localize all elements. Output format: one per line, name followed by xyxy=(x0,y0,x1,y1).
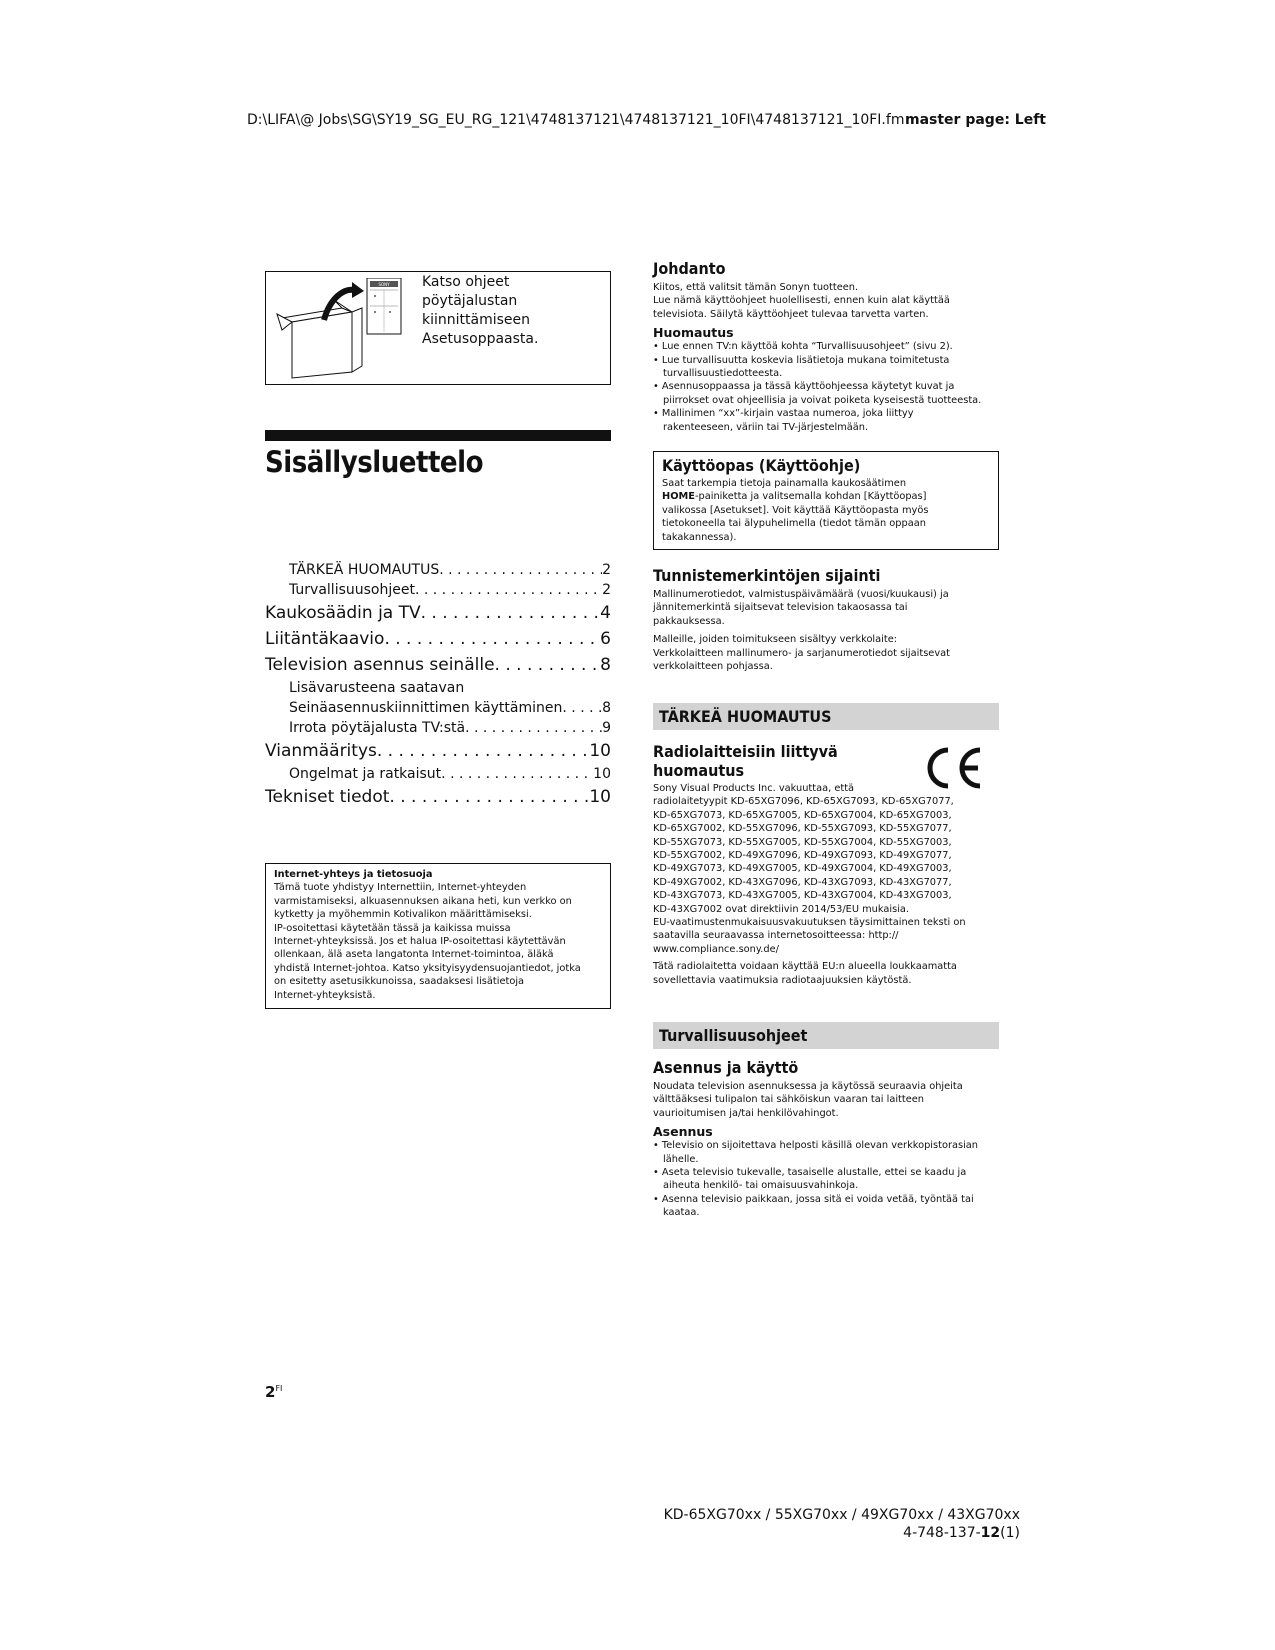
bullet-line: Mallinimen “xx”-kirjain vastaa numeroa, joka liittyy xyxy=(661,408,914,420)
page-number xyxy=(265,1383,282,1401)
toc-entry-label: Liitäntäkaavio xyxy=(265,629,385,649)
internet-box-line: ollenkaan, älä aseta langatonta Internet-toimintoa, äläkä xyxy=(274,949,554,961)
bullet-line: kaataa. xyxy=(663,1207,700,1219)
radio-notice-section xyxy=(653,742,999,987)
toc-title: Sisällysluettelo xyxy=(265,445,483,479)
safety-bullet xyxy=(653,1166,999,1193)
internet-box-line: Internet-yhteyksistä. xyxy=(274,989,376,1001)
internet-box-line: on esitetty asetusikkunoissa, saadaksesi lisätietoja xyxy=(274,976,525,988)
radio-notice-line: Tätä radiolaitetta voidaan käyttää EU:n alueella loukkaamatta xyxy=(653,961,957,973)
toc-entry-page: 4 xyxy=(600,603,611,623)
help-guide-line-rest: -painiketta ja valitsemalla kohdan [Käyttöopas] xyxy=(694,491,927,503)
toc-entry-label: Seinäasennuskiinnittimen käyttäminen xyxy=(289,700,563,716)
radio-notice-title: huomautus xyxy=(653,761,745,780)
safety-bullet xyxy=(653,1193,999,1220)
bullet-line: Lue ennen TV:n käyttöä kohta “Turvallisuusohjeet” (sivu 2). xyxy=(661,341,953,353)
toc-entry-label: TÄRKEÄ HUOMAUTUS xyxy=(289,562,440,578)
toc-leader-dots xyxy=(389,784,589,810)
toc-entry-page: 8 xyxy=(600,655,611,675)
toc-entry-label: Tekniset tiedot xyxy=(265,787,390,807)
bullet-line: lähelle. xyxy=(663,1153,699,1165)
document-code-bold: 12 xyxy=(980,1525,1001,1541)
toc-entry-label: Television asennus seinälle xyxy=(265,655,495,675)
label-location-line: Malleille, joiden toimitukseen sisältyy verkkolaite: xyxy=(653,634,898,646)
internet-box-line: Tämä tuote yhdistyy Internettiin, Internet-yhteyden xyxy=(274,882,527,894)
radio-notice-line: KD-43XG7002 ovat direktiivin 2014/53/EU mukaisia. xyxy=(653,903,910,915)
toc-entry[interactable] xyxy=(265,764,611,784)
radio-notice-line: Sony Visual Products Inc. vakuuttaa, että xyxy=(653,783,855,794)
intro-line: Kiitos, että valitsit tämän Sonyn tuotteen. xyxy=(653,282,859,293)
compliance-url[interactable]: www.compliance.sony.de/ xyxy=(653,943,779,955)
stand-note-line: Asetusoppaasta. xyxy=(422,331,539,347)
note-title: Huomautus xyxy=(653,325,734,341)
label-location-line: verkkolaitteen pohjassa. xyxy=(653,661,773,673)
internet-box-line: IP-osoitettasi käytetään tässä ja kaikissa muissa xyxy=(274,922,511,934)
intro-section xyxy=(653,259,999,434)
radio-notice-line: radiolaitetyypit KD-65XG7096, KD-65XG7093, KD-65XG7077, xyxy=(653,796,954,808)
toc-entry-page: 2 xyxy=(602,582,611,598)
home-button-label: HOME xyxy=(662,491,695,503)
label-location-line: jännitemerkintä sijaitsevat television takaosassa tai xyxy=(653,602,908,614)
ce-mark-text: CE xyxy=(924,744,926,745)
sony-logo: SONY xyxy=(378,282,390,287)
document-code xyxy=(664,1524,1020,1542)
bullet-line: Televisio on sijoitettava helposti käsillä olevan verkkopistorasian xyxy=(661,1140,979,1152)
internet-box-line: varmistamiseksi, alkuasennuksen aikana heti, kun verkko on xyxy=(274,895,572,907)
toc-entry-page: 6 xyxy=(600,629,611,649)
help-guide-line: Saat tarkempia tietoja painamalla kaukosäätimen xyxy=(662,478,907,489)
bullet-line: Asenna televisio paikkaan, jossa sitä ei voida vetää, työntää tai xyxy=(661,1193,974,1205)
bullet-line: aiheuta henkilö- tai omaisuusvahinkoja. xyxy=(663,1180,859,1192)
toc-entry[interactable] xyxy=(265,698,611,718)
document-code-prefix: 4-748-137- xyxy=(903,1525,981,1541)
toc-entry[interactable] xyxy=(265,580,611,600)
toc-entry[interactable] xyxy=(265,784,611,810)
internet-box-line: kytketty ja myöhemmin Kotivalikon määrittämiseksi. xyxy=(274,909,532,921)
stand-note-line: kiinnittämiseen xyxy=(422,312,531,328)
label-location-title: Tunnistemerkintöjen sijainti xyxy=(653,566,881,585)
model-list: KD-65XG70xx / 55XG70xx / 49XG70xx / 43XG70xx xyxy=(663,1507,1020,1523)
radio-notice-line: sovellettavia vaatimuksia radiotaajuuksien käytöstä. xyxy=(653,974,912,986)
toc-leader-dots xyxy=(495,652,601,678)
toc-entry-page: 8 xyxy=(602,700,611,716)
help-guide-line: tietokoneella tai älypuhelimella (tiedot tämän oppaan xyxy=(662,518,926,530)
help-guide-line: valikossa [Asetukset]. Voit käyttää Käyttöopasta myös xyxy=(662,504,929,516)
page-number-value: 2 xyxy=(265,1383,276,1401)
internet-box-line: Internet-yhteyksissä. Jos et halua IP-osoitettasi käytettävän xyxy=(274,936,566,948)
note-bullet xyxy=(653,340,999,353)
toc-entry-page: 10 xyxy=(589,787,611,807)
safety-bar: Turvallisuusohjeet xyxy=(653,1022,999,1049)
toc-entry-label: Vianmääritys xyxy=(265,741,377,761)
help-guide-line xyxy=(662,490,990,503)
internet-box-title: Internet-yhteys ja tietosuoja xyxy=(274,869,433,880)
toc-leader-dots xyxy=(377,738,589,764)
installation-subtitle: Asennus xyxy=(653,1124,713,1140)
toc-leader-dots xyxy=(421,600,601,626)
toc-entry[interactable] xyxy=(265,718,611,738)
toc-leader-dots xyxy=(562,698,602,718)
toc-entry[interactable] xyxy=(265,626,611,652)
bullet-line: Asennusoppaassa ja tässä käyttöohjeessa käytetyt kuvat ja xyxy=(661,381,955,393)
toc-entry-page: 9 xyxy=(602,720,611,736)
radio-notice-line: KD-43XG7073, KD-43XG7005, KD-43XG7004, KD-43XG7003, xyxy=(653,890,952,902)
radio-notice-line: KD-65XG7002, KD-55XG7096, KD-55XG7093, KD-55XG7077, xyxy=(653,823,952,835)
help-guide-title: Käyttöopas (Käyttöohje) xyxy=(662,456,861,475)
page-number-lang: FI xyxy=(275,1384,283,1393)
safety-line: vaurioitumisen ja/tai henkilövahingot. xyxy=(653,1107,839,1119)
stand-note-text xyxy=(422,273,607,349)
safety-bullet xyxy=(653,1139,999,1166)
toc-leader-dots xyxy=(439,560,602,580)
toc-entry-label: Turvallisuusohjeet xyxy=(289,582,415,598)
bullet-line: Aseta televisio tukevalle, tasaiselle alustalle, ettei se kaadu ja xyxy=(661,1167,967,1179)
label-location-line: Verkkolaitteen mallinumero- ja sarjanumerotiedot sijaitsevat xyxy=(653,647,950,659)
note-bullet xyxy=(653,354,999,381)
radio-notice-title: Radiolaitteisiin liittyvä xyxy=(653,742,838,761)
label-location-section xyxy=(653,566,999,673)
toc-leader-dots xyxy=(465,718,602,738)
toc-entry[interactable] xyxy=(265,738,611,764)
toc-divider-bar xyxy=(265,430,611,441)
toc-leader-dots xyxy=(384,626,600,652)
toc-entry-page: 10 xyxy=(589,741,611,761)
radio-notice-line: saatavilla seuraavassa internetosoitteessa: http:// xyxy=(653,930,899,942)
label-location-line: Mallinumerotiedot, valmistuspäivämäärä (vuosi/kuukausi) ja xyxy=(653,589,949,600)
stand-note-line: Katso ohjeet pöytäjalustan xyxy=(422,274,518,309)
tv-box-illustration xyxy=(272,278,422,380)
toc-entry[interactable] xyxy=(265,560,611,580)
toc-entry-label: Kaukosäädin ja TV xyxy=(265,603,421,623)
label-location-line: pakkauksessa. xyxy=(653,615,725,627)
bullet-line: Lue turvallisuutta koskevia lisätietoja mukana toimitetusta xyxy=(661,354,950,366)
safety-section xyxy=(653,1058,999,1220)
safety-line: välttääksesi tulipalon tai sähköiskun vaaran tai laitteen xyxy=(653,1094,924,1106)
note-bullet xyxy=(653,407,999,434)
toc-leader-dots xyxy=(441,764,593,784)
radio-notice-line: KD-55XG7073, KD-55XG7005, KD-55XG7004, KD-55XG7003, xyxy=(653,836,952,848)
bullet-line: turvallisuustiedotteesta. xyxy=(663,368,783,380)
radio-notice-line: EU-vaatimustenmukaisuusvakuutuksen täysimittainen teksti on xyxy=(653,917,966,929)
installation-use-title: Asennus ja käyttö xyxy=(653,1058,799,1077)
toc-leader-dots xyxy=(415,580,602,600)
safety-line: Noudata television asennuksessa ja käytössä seuraavia ohjeita xyxy=(653,1081,963,1092)
toc-entry[interactable] xyxy=(265,652,611,678)
radio-notice-line: KD-49XG7073, KD-49XG7005, KD-49XG7004, KD-49XG7003, xyxy=(653,863,952,875)
note-bullet xyxy=(653,380,999,407)
radio-notice-line: KD-55XG7002, KD-49XG7096, KD-49XG7093, KD-49XG7077, xyxy=(653,850,952,862)
radio-notice-line: KD-65XG7073, KD-65XG7005, KD-65XG7004, KD-65XG7003, xyxy=(653,809,952,821)
document-footer xyxy=(664,1506,1020,1542)
intro-line: Lue nämä käyttöohjeet huolellisesti, ennen kuin alat käyttää xyxy=(653,295,950,307)
intro-line: televisiota. Säilytä käyttöohjeet tulevaa tarvetta varten. xyxy=(653,308,929,320)
table-of-contents xyxy=(265,560,611,810)
toc-entry-page: 10 xyxy=(593,766,611,782)
intro-title: Johdanto xyxy=(653,259,726,278)
master-page-label: master page: Left xyxy=(905,112,1046,128)
toc-entry[interactable] xyxy=(265,600,611,626)
toc-entry-label: Ongelmat ja ratkaisut xyxy=(289,766,442,782)
help-guide-box xyxy=(653,451,999,550)
toc-entry-page: 2 xyxy=(602,562,611,578)
document-code-suffix: (1) xyxy=(1000,1525,1020,1541)
toc-entry-continued[interactable]: Lisävarusteena saatavan xyxy=(289,680,465,696)
bullet-line: rakenteeseen, väriin tai TV-järjestelmään. xyxy=(663,421,869,433)
bullet-line: piirrokset ovat ohjeellisia ja voivat poiketa kyseisestä tuotteesta. xyxy=(663,394,982,406)
toc-entry-label: Irrota pöytäjalusta TV:stä xyxy=(289,720,466,736)
internet-box-line: yhdistä Internet-johtoa. Katso yksityisyydensuojantiedot, jotka xyxy=(274,962,581,974)
internet-privacy-box xyxy=(265,863,611,1009)
important-notice-bar: TÄRKEÄ HUOMAUTUS xyxy=(653,703,999,730)
file-path: D:\LIFA\@ Jobs\SG\SY19_SG_EU_RG_121\4748137121\4748137121_10FI\4748137121_10FI.fm xyxy=(247,112,905,128)
help-guide-line: takakannessa). xyxy=(662,531,737,543)
radio-notice-line: KD-49XG7002, KD-43XG7096, KD-43XG7093, KD-43XG7077, xyxy=(653,876,952,888)
